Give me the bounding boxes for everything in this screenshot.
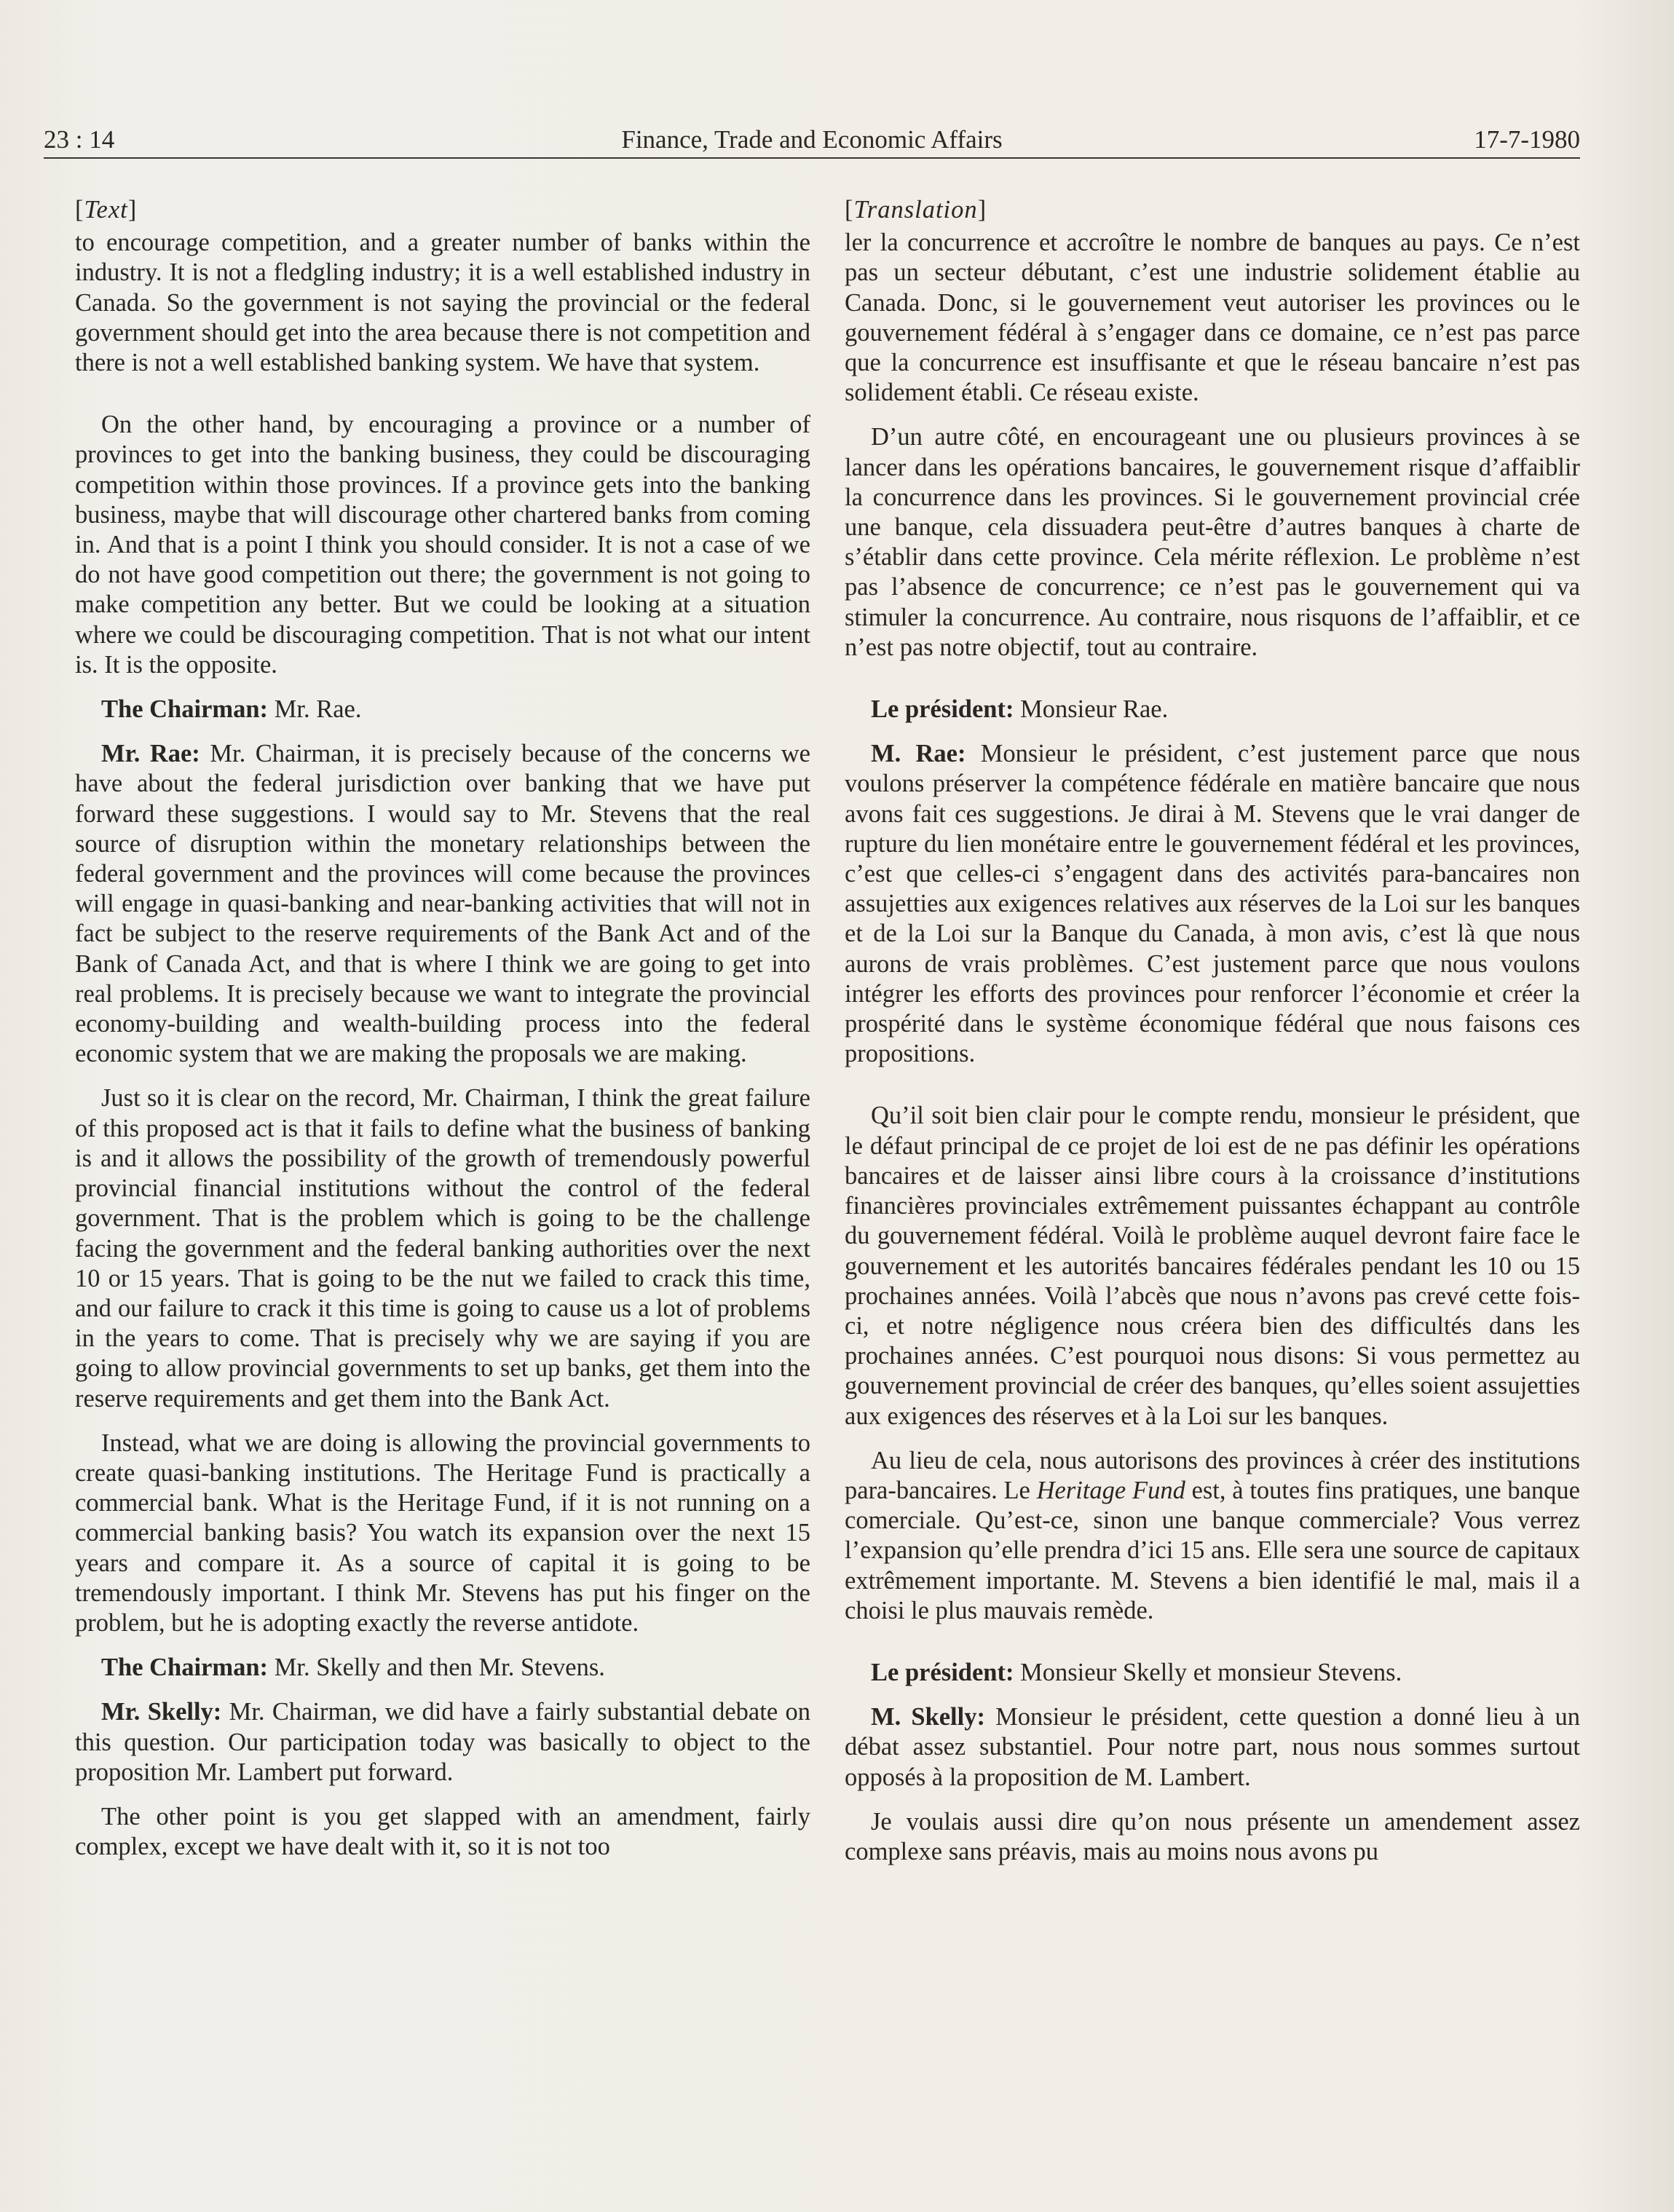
speaker-name: M. Rae: (871, 740, 966, 768)
speaker-paragraph: Mr. Skelly: Mr. Chairman, we did have a fairly substantial debate on this question. Our participation today was basically to object to the proposition Mr. Lambert put forward. (75, 1698, 810, 1786)
speaker-paragraph: The Chairman: Mr. Skelly and then Mr. Stevens. (101, 1654, 605, 1682)
publication-title: Finance, Trade and Economic Affairs (621, 125, 1003, 154)
paragraph: Je voulais aussi dire qu’on nous présente un amendement assez complexe sans préavis, mais au moins nous avons pu (845, 1807, 1580, 1865)
running-header (44, 122, 1580, 157)
speaker-paragraph: Le président: Monsieur Skelly et monsieur Stevens. (871, 1658, 1402, 1686)
speaker-name: Mr. Rae: (101, 740, 200, 768)
speaker-name: The Chairman: (101, 1654, 269, 1682)
speaker-paragraph: M. Rae: Monsieur le président, c’est justement parce que nous voulons préserver la compétence fédérale en matière bancaire que nous avons fait ces suggestions. Je dirai à M. Stevens que le vrai danger de rupture du lien monétaire entre le gouvernement fédéral et les provinces, c’est que celles-ci s’engagent dans des activités para-bancaires non assujetties aux exigences relatives aux réserves de la Loi sur les banques et de la Loi sur la Banque du Canada, à mon avis, c’est là que nous aurons de vrais problèmes. C’est justement parce que nous voulons intégrer les efforts des provinces pour renforcer l’économie et créer la prospérité dans le système économique fédéral que nous faisons ces propositions. (845, 740, 1580, 1068)
sitting-date: 17-7-1980 (1474, 125, 1580, 154)
paragraph: Qu’il soit bien clair pour le compte rendu, monsieur le président, que le défaut principal de ce projet de loi est de ne pas définir les opérations bancaires et de laisser ainsi libre cours à la croissance d’institutions financières provinciales extrêmement puissantes échappant au contrôle du gouvernement fédéral. Voilà le problème auquel devront faire face le gouvernement et les autorités bancaires fédérales pendant les 10 ou 15 prochaines années. Voilà l’abcès que nous n’avons pas crevé cette fois-ci, et notre négligence nous créera bien des difficultés dans les prochaines années. C’est pourquoi nous disons: Si vous permettez au gouvernement provincial de créer des banques, qu’elles soient assujetties aux exigences des réserves et à la Loi sur les banques. (845, 1102, 1580, 1430)
page-number: 23 : 14 (44, 125, 115, 154)
speaker-name: Le président: (871, 695, 1014, 724)
english-column (75, 195, 810, 2161)
speaker-paragraph: The Chairman: Mr. Rae. (101, 695, 362, 724)
translation-label: [Translation] (845, 196, 987, 224)
paragraph: Just so it is clear on the record, Mr. Chairman, I think the great failure of this proposed act is that it fails to define what the business of banking is and it allows the possibility of the growth of tremendously powerful provincial financial institutions without the control of the federal government. That is the problem which is going to be the challenge facing the government and the federal banking authorities over the next 10 or 15 years. That is going to be the nut we failed to crack this time, and our failure to crack it this time is going to cause us a lot of problems in the years to come. That is precisely why we are saying if you are going to allow provincial governments to set up banks, get them into the reserve requirements and get them into the Bank Act. (75, 1084, 810, 1413)
paragraph: ler la concurrence et accroître le nombre de banques au pays. Ce n’est pas un secteur débutant, c’est une industrie solidement établie au Canada. Donc, si le gouvernement veut autoriser les provinces ou le gouvernement fédéral à s’engager dans ce domaine, ce n’est pas parce que la concurrence est insuffisante et que le réseau bancaire n’est pas solidement établi. Ce réseau existe. (845, 229, 1580, 407)
paragraph: The other point is you get slapped with an amendment, fairly complex, except we have dealt with it, so it is not too (75, 1802, 810, 1861)
text-label: [Text] (75, 196, 138, 224)
speaker-paragraph: M. Skelly: Monsieur le président, cette question a donné lieu à un débat assez substantiel. Pour notre part, nous nous sommes surtout opposés à la proposition de M. Lambert. (845, 1703, 1580, 1791)
speaker-name: Le président: (871, 1658, 1014, 1686)
speaker-name: The Chairman: (101, 695, 269, 724)
speaker-paragraph: Mr. Rae: Mr. Chairman, it is precisely because of the concerns we have about the federal jurisdiction over banking that we have put forward these suggestions. I would say to Mr. Stevens that the real source of disruption within the monetary relationships between the federal government and the provinces will come because the provinces will engage in quasi-banking and near-banking activities that will not in fact be subject to the reserve requirements of the Bank Act and of the Bank of Canada Act, and that is where I think we are going to get into real problems. It is precisely because we want to integrate the provincial economy-building and wealth-building process into the federal economic system that we are making the proposals we are making. (75, 740, 810, 1068)
paragraph: Au lieu de cela, nous autorisons des provinces à créer des institutions para-bancaires. Le Heritage Fund est, à toutes fins pratiques, une banque comerciale. Qu’est-ce, sinon une banque commerciale? Vous verrez l’expansion qu’elle prendra d’ici 15 ans. Elle sera une source de capitaux extrêmement importante. M. Stevens a bien identifié le mal, mais il a choisi le plus mauvais remède. (845, 1446, 1580, 1624)
speaker-paragraph: Le président: Monsieur Rae. (871, 695, 1169, 724)
french-column (845, 195, 1580, 2161)
header-rule (44, 157, 1580, 159)
paragraph: On the other hand, by encouraging a province or a number of provinces to get into the banking business, they could be discouraging competition within those provinces. If a province gets into the banking business, maybe that will discourage other chartered banks from coming in. And that is a point I think you should consider. It is not a case of we do not have good competition out there; the government is not going to make competition any better. But we could be looking at a situation where we could be discouraging competition. That is not what our intent is. It is the opposite. (75, 411, 810, 679)
paragraph: to encourage competition, and a greater number of banks within the industry. It is not a fledgling industry; it is a well established industry in Canada. So the government is not saying the provincial or the federal government should get into the area because there is not competition and there is not a well established banking system. We have that system. (75, 229, 810, 377)
speaker-name: Mr. Skelly: (101, 1698, 222, 1726)
speaker-name: M. Skelly: (871, 1703, 985, 1731)
paragraph: Instead, what we are doing is allowing the provincial governments to create quasi-banking institutions. The Heritage Fund is practically a commercial bank. What is the Heritage Fund, if it is not running on a commercial banking basis? You watch its expansion over the next 15 years and compare it. As a source of capital it is going to be tremendously important. I think Mr. Stevens has put his finger on the problem, but he is adopting exactly the reverse antidote. (75, 1429, 810, 1637)
paragraph: D’un autre côté, en encourageant une ou plusieurs provinces à se lancer dans les opérations bancaires, le gouvernement risque d’affaiblir la concurrence dans les provinces. Si le gouvernement provincial crée une banque, cela dissuadera peut-être d’autres banques à charte de s’établir dans cette province. Cela mérite réflexion. Le problème n’est pas l’absence de concurrence; ce n’est pas le gouvernement qui va stimuler la concurrence. Au contraire, nous risquons de l’affaiblir, et ce n’est pas notre objectif, tout au contraire. (845, 423, 1580, 661)
